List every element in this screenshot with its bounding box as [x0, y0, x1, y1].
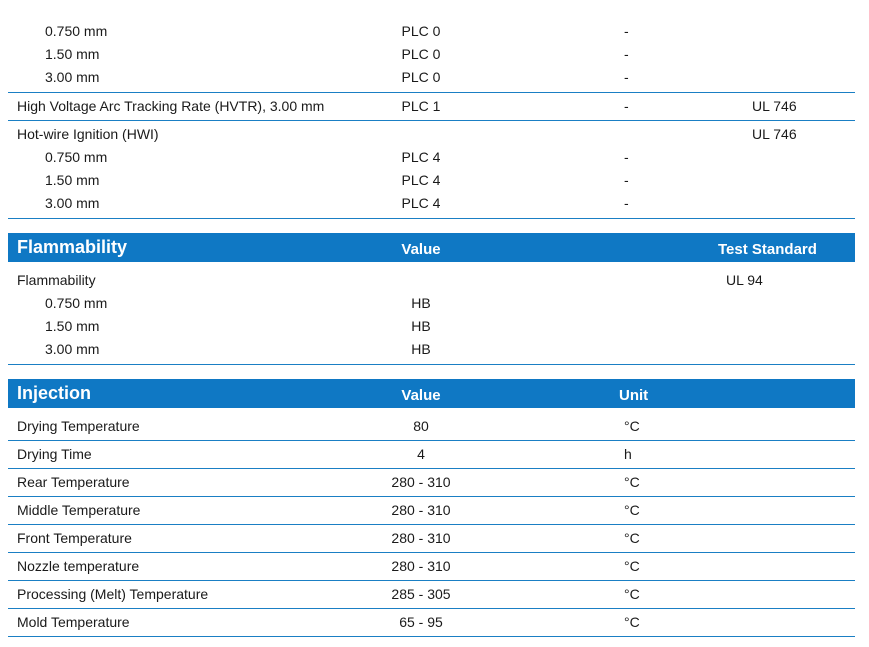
- property-unit: -: [624, 69, 629, 85]
- property-value: HB: [411, 295, 431, 311]
- property-unit: -: [624, 172, 629, 188]
- table-row: [8, 413, 855, 441]
- table-row: [8, 93, 855, 121]
- flammability-section-header: [8, 233, 855, 262]
- property-value: PLC 4: [401, 172, 441, 188]
- section-title: Flammability: [17, 237, 128, 257]
- property-unit: -: [624, 23, 629, 39]
- property-unit: °C: [624, 502, 640, 518]
- property-unit: °C: [624, 586, 640, 602]
- property-value: PLC 0: [401, 46, 441, 62]
- property-unit: °C: [624, 614, 640, 630]
- property-name: 3.00 mm: [45, 69, 100, 85]
- property-unit: -: [624, 149, 629, 165]
- table-row: [8, 609, 855, 637]
- table-row: [8, 525, 855, 553]
- table-row: [8, 66, 855, 93]
- value-column-header: Value: [401, 387, 441, 404]
- property-name: 1.50 mm: [45, 46, 100, 62]
- table-row: [8, 581, 855, 609]
- property-name: 0.750 mm: [45, 295, 108, 311]
- table-row: [8, 20, 855, 43]
- property-value: 65 - 95: [399, 614, 443, 630]
- property-unit: °C: [624, 418, 640, 434]
- test-standard-column-header: Test Standard: [718, 241, 817, 258]
- property-value: PLC 0: [401, 23, 441, 39]
- property-value: 280 - 310: [391, 530, 451, 546]
- property-value: PLC 1: [401, 98, 441, 114]
- table-row: [8, 43, 855, 66]
- property-name: High Voltage Arc Tracking Rate (HVTR), 3.00 mm: [17, 98, 325, 114]
- table-row: [8, 497, 855, 525]
- table-row: [8, 441, 855, 469]
- property-unit: °C: [624, 474, 640, 490]
- table-row: [8, 123, 855, 146]
- property-unit: h: [624, 446, 632, 462]
- table-row: [8, 269, 855, 292]
- table-row: [8, 469, 855, 497]
- test-standard: UL 94: [726, 272, 763, 288]
- property-name: 1.50 mm: [45, 318, 100, 334]
- property-name: Rear Temperature: [17, 474, 130, 490]
- property-name: Middle Temperature: [17, 502, 141, 518]
- property-name: 0.750 mm: [45, 149, 108, 165]
- property-value: 280 - 310: [391, 558, 451, 574]
- value-column-header: Value: [401, 241, 441, 258]
- property-name: 1.50 mm: [45, 172, 100, 188]
- property-unit: °C: [624, 530, 640, 546]
- property-unit: -: [624, 98, 629, 114]
- property-name: Mold Temperature: [17, 614, 130, 630]
- property-name: Front Temperature: [17, 530, 132, 546]
- unit-column-header: Unit: [619, 387, 649, 404]
- property-name: 3.00 mm: [45, 195, 100, 211]
- table-row: [8, 553, 855, 581]
- property-value: 4: [417, 446, 425, 462]
- injection-section-header: [8, 379, 855, 408]
- section-title: Injection: [17, 383, 92, 403]
- property-value: 280 - 310: [391, 502, 451, 518]
- table-row: [8, 292, 855, 315]
- property-name: Drying Temperature: [17, 418, 140, 434]
- test-standard: UL 746: [752, 98, 797, 114]
- property-name: Drying Time: [17, 446, 92, 462]
- property-name: 0.750 mm: [45, 23, 108, 39]
- property-unit: °C: [624, 558, 640, 574]
- table-row: [8, 338, 855, 365]
- property-unit: -: [624, 195, 629, 211]
- property-value: 80: [413, 418, 429, 434]
- table-row: [8, 169, 855, 192]
- property-unit: -: [624, 46, 629, 62]
- property-name: Flammability: [17, 272, 96, 288]
- property-value: 280 - 310: [391, 474, 451, 490]
- property-value: 285 - 305: [391, 586, 451, 602]
- property-name: Processing (Melt) Temperature: [17, 586, 209, 602]
- property-value: PLC 0: [401, 69, 441, 85]
- table-row: [8, 146, 855, 169]
- property-value: HB: [411, 318, 431, 334]
- property-value: PLC 4: [401, 195, 441, 211]
- table-row: [8, 315, 855, 338]
- property-value: HB: [411, 341, 431, 357]
- property-value: PLC 4: [401, 149, 441, 165]
- test-standard: UL 746: [752, 126, 797, 142]
- property-name: Hot-wire Ignition (HWI): [17, 126, 159, 142]
- property-name: 3.00 mm: [45, 341, 100, 357]
- table-row: [8, 192, 855, 219]
- property-name: Nozzle temperature: [17, 558, 140, 574]
